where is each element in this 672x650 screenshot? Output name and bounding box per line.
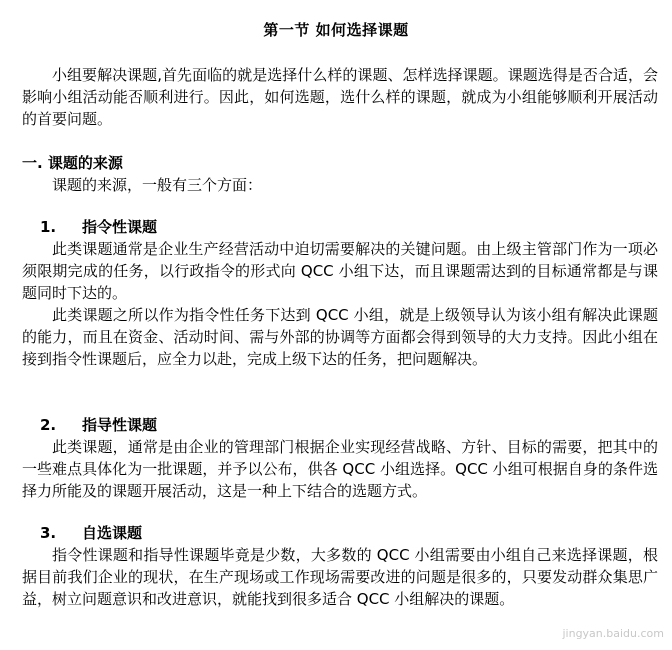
topic-source-intro: 课题的来源，一般有三个方面： (52, 176, 263, 194)
guided-paragraph-1: 此类课题，通常是由企业的管理部门根据企业实现经营战略、方针、目标的需要，把其中的一些难点具体化为一批课题，并予以公布，供各 QCC 小组选择。QCC 小组可根据自身的条件选择力所能及的课题开展活动，这是一种上下结合的选题方式。 (22, 438, 658, 500)
heading-text: 指令性课题 (82, 218, 158, 236)
heading-text: 自选课题 (82, 524, 143, 542)
self-selected-paragraph-1: 指令性课题和指导性课题毕竟是少数，大多数的 QCC 小组需要由小组自己来选择课题，根据目前我们企业的现状，在生产现场或工作现场需要改进的问题是很多的，只要发动群众集思广益，树立问题意识和改进意识，就能找到很多适合 QCC 小组解决的课题。 (22, 546, 658, 608)
heading-topic-source: 一. 课题的来源 (22, 154, 123, 172)
intro-paragraph: 小组要解决课题,首先面临的就是选择什么样的课题、怎样选择课题。课题选得是否合适，会影响小组活动能否顺利进行。因此，如何选题，选什么样的课题，就成为小组能够顺利开展活动的首要问题。 (22, 66, 658, 128)
heading-self-selected-topic (40, 522, 142, 544)
directive-paragraph-2: 此类课题之所以作为指令性任务下达到 QCC 小组，就是上级领导认为该小组有解决此课题的能力，而且在资金、活动时间、需与外部的协调等方面都会得到领导的大力支持。因此小组在接到指令性课题后，应全力以赴，完成上级下达的任务，把问题解决。 (22, 306, 658, 368)
heading-guided-topic (40, 414, 157, 436)
heading-number: 1. (40, 218, 57, 236)
directive-paragraph-1: 此类课题通常是企业生产经营活动中迫切需要解决的关键问题。由上级主管部门作为一项必须限期完成的任务，以行政指令的形式向 QCC 小组下达，而且课题需达到的目标通常都是与课题同时下达的。 (22, 240, 658, 302)
watermark: jingyan.baidu.com (562, 627, 664, 640)
heading-number: 3. (40, 524, 57, 542)
heading-directive-topic (40, 216, 157, 238)
heading-text: 指导性课题 (82, 416, 158, 434)
heading-number: 2. (40, 416, 57, 434)
section-title: 第一节 如何选择课题 (263, 21, 409, 39)
